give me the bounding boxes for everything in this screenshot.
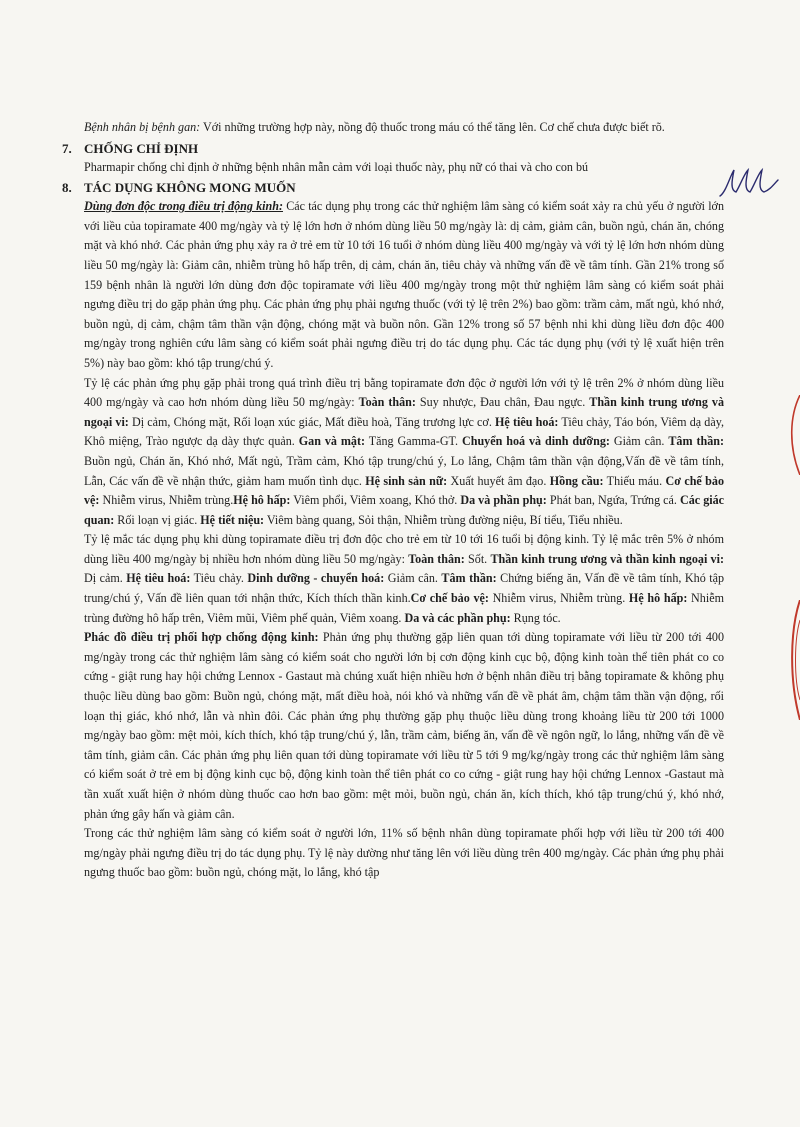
term: Hệ hô hấp: <box>628 591 688 606</box>
paragraph-monotherapy <box>84 197 724 373</box>
text-run: Buồn ngủ, Chán ăn, Khó nhớ, Mất ngủ, Trầm cảm, Khó tập trung/chú ý, Lo lắng, Chậm tâm thần vận động,Vấn đề về tâm tính, Lẫn, Các vấn đề về nhận thức, giảm ham muốn tình dục. <box>84 453 724 488</box>
monotherapy-lead: Dùng đơn độc trong điều trị động kinh: <box>84 199 283 214</box>
text-run: Tiêu chảy, Táo bón, Viêm dạ dày, Khô miệng, Trào ngược dạ dày thực quản. <box>84 414 724 449</box>
term: Cơ chế bảo vệ: <box>410 591 489 606</box>
section-8-number: 8. <box>62 180 72 196</box>
term: Hệ tiêu hoá: <box>126 571 191 586</box>
text-run: Giảm cân. <box>384 571 442 586</box>
text-run: Tỷ lệ mắc tác dụng phụ khi dùng topiramate điều trị đơn độc cho trẻ em từ 10 tới 16 tuổi bị động kinh. Tỷ lệ mắc trên 5% ở nhóm dùng liều 400 mg/ngày bị nhiều hơn nhóm dùng liều 50 mg/ngày: <box>84 532 724 566</box>
text-run: Viêm phổi, Viêm xoang, Khó thở. <box>290 493 461 508</box>
stamp-edge-top <box>786 395 800 475</box>
paragraph-child-rates <box>84 530 724 628</box>
term: Da và các phần phụ: <box>404 610 511 625</box>
text-run: Rụng tóc. <box>510 610 561 625</box>
term: Các giác quan: <box>84 493 725 527</box>
text-run: Thiếu máu. <box>603 473 666 488</box>
term: Toàn thân: <box>358 395 416 410</box>
term: Tâm thần: <box>668 434 725 449</box>
intro-paragraph <box>84 118 724 138</box>
term: Hệ tiết niệu: <box>200 512 265 527</box>
text-run: Suy nhược, Đau chân, Đau ngực. <box>415 395 590 410</box>
text-run: Nhiễm trùng đường hô hấp trên, Viêm mũi, Viêm phế quản, Viêm xoang. <box>84 591 724 625</box>
text-run: Nhiễm virus, Nhiễm trùng. <box>488 591 629 606</box>
term: Hệ sinh sản nữ: <box>365 473 448 488</box>
text-run: Giảm cân. <box>609 434 669 449</box>
text-run: Sốt. <box>464 551 491 566</box>
text-run: Viêm bàng quang, Sỏi thận, Nhiễm trùng đường niệu, Bí tiểu, Tiểu nhiều. <box>264 512 623 527</box>
term: Gan và mật: <box>298 434 366 449</box>
section-8-heading <box>62 179 724 197</box>
section-7-text: Pharmapir chống chỉ định ở những bệnh nhân mẫn cảm với loại thuốc này, phụ nữ có thai và cho con bú <box>84 159 589 174</box>
document-body <box>62 118 725 883</box>
term: Chuyển hoá và dinh dưỡng: <box>461 434 610 449</box>
text-run: Tiêu chảy. <box>190 571 248 586</box>
text-run: Tỷ lệ các phản ứng phụ gặp phải trong quá trình điều trị bằng topiramate đơn độc ở người lớn với tỷ lệ trên 2% ở nhóm dùng liều 400 mg/ngày và cao hơn nhóm dùng liều 50 mg/ngày: <box>84 375 724 410</box>
stamp-edge-bottom <box>786 600 800 720</box>
term: Hệ hô hấp: <box>233 493 291 508</box>
monotherapy-text: Các tác dụng phụ trong các thử nghiệm lâm sàng có kiểm soát xảy ra chủ yếu ở người lớn với liều của topiramate 400 mg/ngày và tỷ lệ lớn hơn ở nhóm dùng liều 50 mg/ngày là: dị cảm, giảm cân, buồn ngủ, chán ăn, chóng mặt và khó nhớ. Các phản ứng phụ xảy ra ở trẻ em từ 10 tới 16 tuổi ở nhóm dùng liều 400 mg/ngày và với tỷ lệ lớn hơn nhóm dùng liều 50 mg/ngày là: Giảm cân, nhiễm trùng hô hấp trên, dị cảm, chán ăn, tiêu chảy và những vấn đề về tâm tính. Gần 21% trong số 159 bệnh nhân là người lớn dùng đơn độc topiramate với liều 400 mg/ngày trong một thử nghiệm lâm sàng có kiểm soát phải ngưng điều trị do gặp phản ứng phụ. Các phản ứng phụ phải ngưng thuốc (với tỷ lệ trên 2%) bao gồm: trầm cảm, mất ngủ, khó nhớ, buồn ngủ, dị cảm, chậm tâm thần vận động, chóng mặt và buồn nôn. Gần 12% trong số 57 bệnh nhi khi dùng liều đơn độc 400 mg/ngày trong nghiên cứu lâm sàng có kiểm soát phải ngưng điều trị do tác dụng phụ. Các tác dụng phụ (với tỷ lệ xuất hiện trên 5%) này bao gồm: khó tập trung/chú ý. <box>84 199 725 370</box>
text-run: Phát ban, Ngứa, Trứng cá. <box>546 493 680 508</box>
term: Thần kinh trung ương và ngoại vi: <box>84 395 725 429</box>
section-7-title: CHỐNG CHỈ ĐỊNH <box>84 140 199 156</box>
section-7-heading <box>62 140 724 158</box>
text-run: Dị cảm, Chóng mặt, Rối loạn xúc giác, Mất điều hoà, Tăng trương lực cơ. <box>128 414 496 429</box>
term: Toàn thân: <box>408 551 465 566</box>
text-run: Rối loạn vị giác. <box>114 512 201 527</box>
paragraph-discontinuation: Trong các thử nghiệm lâm sàng có kiểm soát ở người lớn, 11% số bệnh nhân dùng topiramate phối hợp với liều từ 200 tới 400 mg/ngày phải ngưng điều trị do tác dụng phụ. Tỷ lệ này dường như tăng lên với liều dùng trên 400 mg/ngày. Các phản ứng phụ phải ngưng thuốc bao gồm: buồn ngủ, chóng mặt, lo lắng, khó tập <box>84 826 724 880</box>
paragraph-adult-rates <box>84 374 724 531</box>
text-run: Xuất huyết âm đạo. <box>447 473 550 488</box>
section-8-title: TÁC DỤNG KHÔNG MONG MUỐN <box>84 180 296 196</box>
signature-mark <box>716 162 782 202</box>
text-run: Nhiễm virus, Nhiễm trùng. <box>99 493 234 508</box>
paragraph-combination-therapy <box>84 628 724 824</box>
intro-text: Với những trường hợp này, nồng độ thuốc trong máu có thể tăng lên. Cơ chế chưa được biết rõ. <box>200 120 665 134</box>
combination-lead: Phác đồ điều trị phối hợp chống động kinh: <box>84 630 319 645</box>
term: Hồng cầu: <box>549 473 604 488</box>
intro-label: Bệnh nhân bị bệnh gan: <box>84 120 201 134</box>
term: Cơ chế bảo vệ: <box>84 473 724 508</box>
term: Hệ tiêu hoá: <box>495 414 559 429</box>
combination-text: Phản ứng phụ thường gặp liên quan tới dùng topiramate với liều từ 200 tới 400 mg/ngày trong các thử nghiệm lâm sàng có kiểm soát cho người lớn bị cơn động kinh cục bộ, động kinh toàn thể tiên phát co co cứng - giật rung hay hội chứng Lennox - Gastaut mà chúng xuất hiện nhiều hơn ở bệnh nhân điều trị bằng topiramate & không phụ thuộc liều dùng bao gồm: Buồn ngủ, chóng mặt, mất điều hoà, nói khó và những vấn đề về phát âm, chậm tâm thần vận động, rối loạn thị giác, khó nhớ, lẫn và nhìn đôi. Các phản ứng phụ thường gặp phụ thuộc liều dùng trong khoảng liều từ 200 tới 1000 mg/ngày bao gồm: mệt mỏi, kích thích, khó tập trung/chú ý, lẫn, trầm cảm, biếng ăn, vấn đề về ngôn ngữ, lo lắng, những vấn đề về tâm tính, giảm cân. Các phản ứng phụ liên quan tới dùng topiramate với liều từ 5 tới 9 mg/kg/ngày trong các thử nghiệm lâm sàng có kiểm soát ở trẻ em bị động kinh cục bộ, động kinh toàn thể tiên phát co co cứng - giật rung hay hội chứng Lennox -Gastaut mà tần xuất xuất hiện ở nhóm dùng thuốc cao hơn bao gồm: mệt mỏi, buồn ngủ, chán ăn, kích thích, khó tập trung/chú ý, khó nhớ, phản ứng gây hấn và giảm cân. <box>84 630 724 821</box>
text-run: Dị cảm. <box>84 571 127 586</box>
term: Tâm thần: <box>441 571 497 586</box>
term: Thần kinh trung ương và thần kinh ngoại vi: <box>490 551 724 566</box>
term: Dinh dưỡng - chuyển hoá: <box>247 571 385 586</box>
section-7-number: 7. <box>62 140 72 156</box>
text-run: Tăng Gamma-GT. <box>365 434 462 449</box>
text-run: Chứng biếng ăn, Vấn đề về tâm tính, Khó tập trung/chú ý, Vấn đề liên quan tới nhận thức, Kích thích thần kinh. <box>84 571 725 606</box>
term: Da và phần phụ: <box>460 493 547 508</box>
